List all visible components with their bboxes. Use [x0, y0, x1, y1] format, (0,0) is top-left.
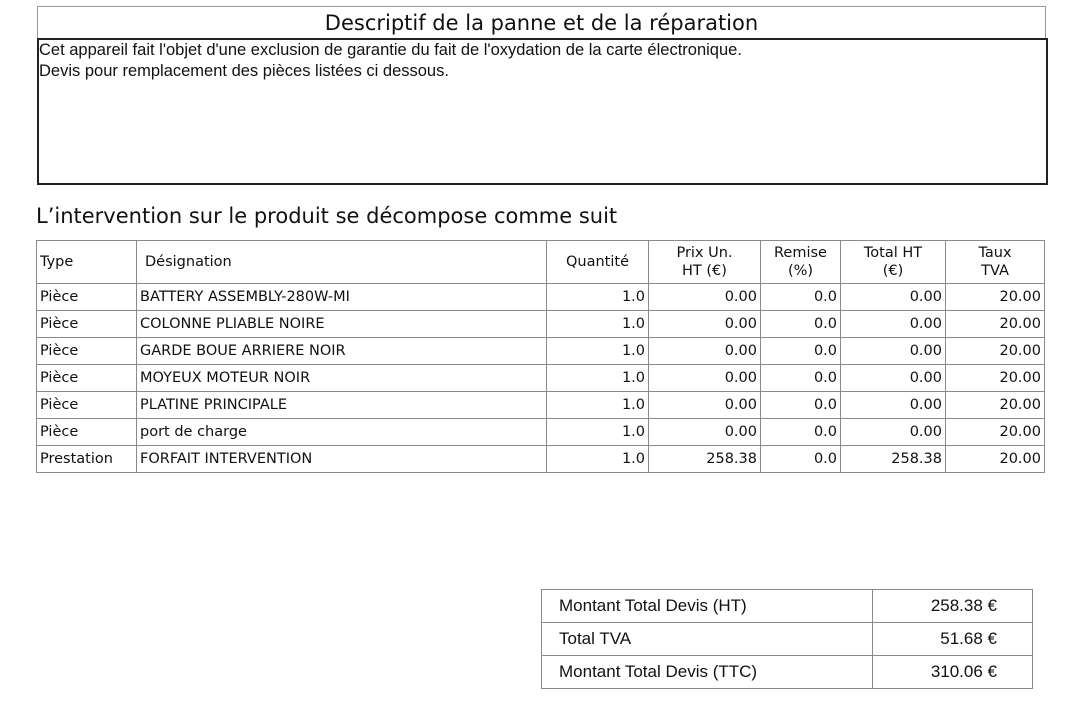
cell-quantity: 1.0: [547, 392, 649, 419]
cell-unit-price: 0.00: [649, 338, 761, 365]
description-box: [37, 38, 1048, 185]
table-row: [37, 365, 1045, 392]
total-ttc-label: Montant Total Devis (TTC): [542, 656, 873, 689]
table-row: [37, 311, 1045, 338]
intervention-table: [36, 240, 1045, 473]
total-ht-label: Montant Total Devis (HT): [542, 590, 873, 623]
cell-total-ht: 0.00: [841, 392, 946, 419]
description-line: Cet appareil fait l'objet d'une exclusion de garantie du fait de l'oxydation de la carte électronique.: [39, 41, 742, 59]
table-row: [37, 392, 1045, 419]
column-header-unit-price-line1: Prix Un.: [676, 245, 733, 261]
column-header-discount-line2: (%): [787, 263, 814, 279]
cell-unit-price: 0.00: [649, 311, 761, 338]
cell-vat-rate: 20.00: [946, 284, 1045, 311]
cell-quantity: 1.0: [547, 311, 649, 338]
cell-type: Pièce: [37, 284, 137, 311]
cell-unit-price: 0.00: [649, 365, 761, 392]
cell-type: Prestation: [37, 446, 137, 473]
cell-designation: MOYEUX MOTEUR NOIR: [137, 365, 547, 392]
column-header-vat-rate-line2: TVA: [981, 263, 1009, 279]
cell-quantity: 1.0: [547, 419, 649, 446]
intervention-heading: L’intervention sur le produit se décompose comme suit: [36, 204, 618, 228]
cell-vat-rate: 20.00: [946, 311, 1045, 338]
cell-discount: 0.0: [761, 338, 841, 365]
column-header-type: Type: [37, 241, 137, 284]
cell-quantity: 1.0: [547, 284, 649, 311]
cell-designation: GARDE BOUE ARRIERE NOIR: [137, 338, 547, 365]
column-header-unit-price: [649, 241, 761, 284]
cell-designation: PLATINE PRINCIPALE: [137, 392, 547, 419]
table-row: [37, 419, 1045, 446]
total-ttc-amount: 310.06 €: [873, 656, 1033, 689]
total-row-ht: [542, 590, 1033, 623]
totals-table: [541, 589, 1033, 689]
cell-type: Pièce: [37, 365, 137, 392]
cell-quantity: 1.0: [547, 338, 649, 365]
cell-designation: BATTERY ASSEMBLY-280W-MI: [137, 284, 547, 311]
column-header-designation: Désignation: [137, 241, 547, 284]
cell-total-ht: 0.00: [841, 311, 946, 338]
cell-total-ht: 0.00: [841, 284, 946, 311]
cell-type: Pièce: [37, 419, 137, 446]
cell-total-ht: 0.00: [841, 419, 946, 446]
total-row-vat: [542, 623, 1033, 656]
cell-type: Pièce: [37, 392, 137, 419]
table-row: [37, 284, 1045, 311]
cell-total-ht: 0.00: [841, 365, 946, 392]
cell-type: Pièce: [37, 338, 137, 365]
column-header-quantity: Quantité: [547, 241, 649, 284]
cell-quantity: 1.0: [547, 446, 649, 473]
cell-total-ht: 258.38: [841, 446, 946, 473]
cell-unit-price: 0.00: [649, 284, 761, 311]
cell-vat-rate: 20.00: [946, 419, 1045, 446]
cell-discount: 0.0: [761, 284, 841, 311]
column-header-vat-rate: [946, 241, 1045, 284]
description-title: Descriptif de la panne et de la réparation: [37, 6, 1046, 38]
cell-unit-price: 0.00: [649, 392, 761, 419]
cell-unit-price: 258.38: [649, 446, 761, 473]
total-vat-amount: 51.68 €: [873, 623, 1033, 656]
total-ht-amount: 258.38 €: [873, 590, 1033, 623]
column-header-vat-rate-line1: Taux: [978, 245, 1012, 261]
cell-total-ht: 0.00: [841, 338, 946, 365]
total-row-ttc: [542, 656, 1033, 689]
cell-discount: 0.0: [761, 419, 841, 446]
column-header-discount: [761, 241, 841, 284]
cell-designation: FORFAIT INTERVENTION: [137, 446, 547, 473]
cell-designation: COLONNE PLIABLE NOIRE: [137, 311, 547, 338]
cell-discount: 0.0: [761, 311, 841, 338]
table-header-row: [37, 241, 1045, 284]
cell-discount: 0.0: [761, 365, 841, 392]
total-vat-label: Total TVA: [542, 623, 873, 656]
column-header-total-ht-line1: Total HT: [863, 245, 923, 261]
table-row: [37, 338, 1045, 365]
column-header-total-ht-line2: (€): [882, 263, 904, 279]
description-line: Devis pour remplacement des pièces listées ci dessous.: [39, 62, 449, 80]
cell-unit-price: 0.00: [649, 419, 761, 446]
column-header-unit-price-line2: HT (€): [682, 263, 727, 279]
cell-designation: port de charge: [137, 419, 547, 446]
cell-quantity: 1.0: [547, 365, 649, 392]
cell-vat-rate: 20.00: [946, 338, 1045, 365]
column-header-total-ht: [841, 241, 946, 284]
cell-discount: 0.0: [761, 392, 841, 419]
cell-vat-rate: 20.00: [946, 392, 1045, 419]
cell-discount: 0.0: [761, 446, 841, 473]
table-row: [37, 446, 1045, 473]
column-header-discount-line1: Remise: [774, 245, 827, 261]
cell-type: Pièce: [37, 311, 137, 338]
cell-vat-rate: 20.00: [946, 446, 1045, 473]
cell-vat-rate: 20.00: [946, 365, 1045, 392]
